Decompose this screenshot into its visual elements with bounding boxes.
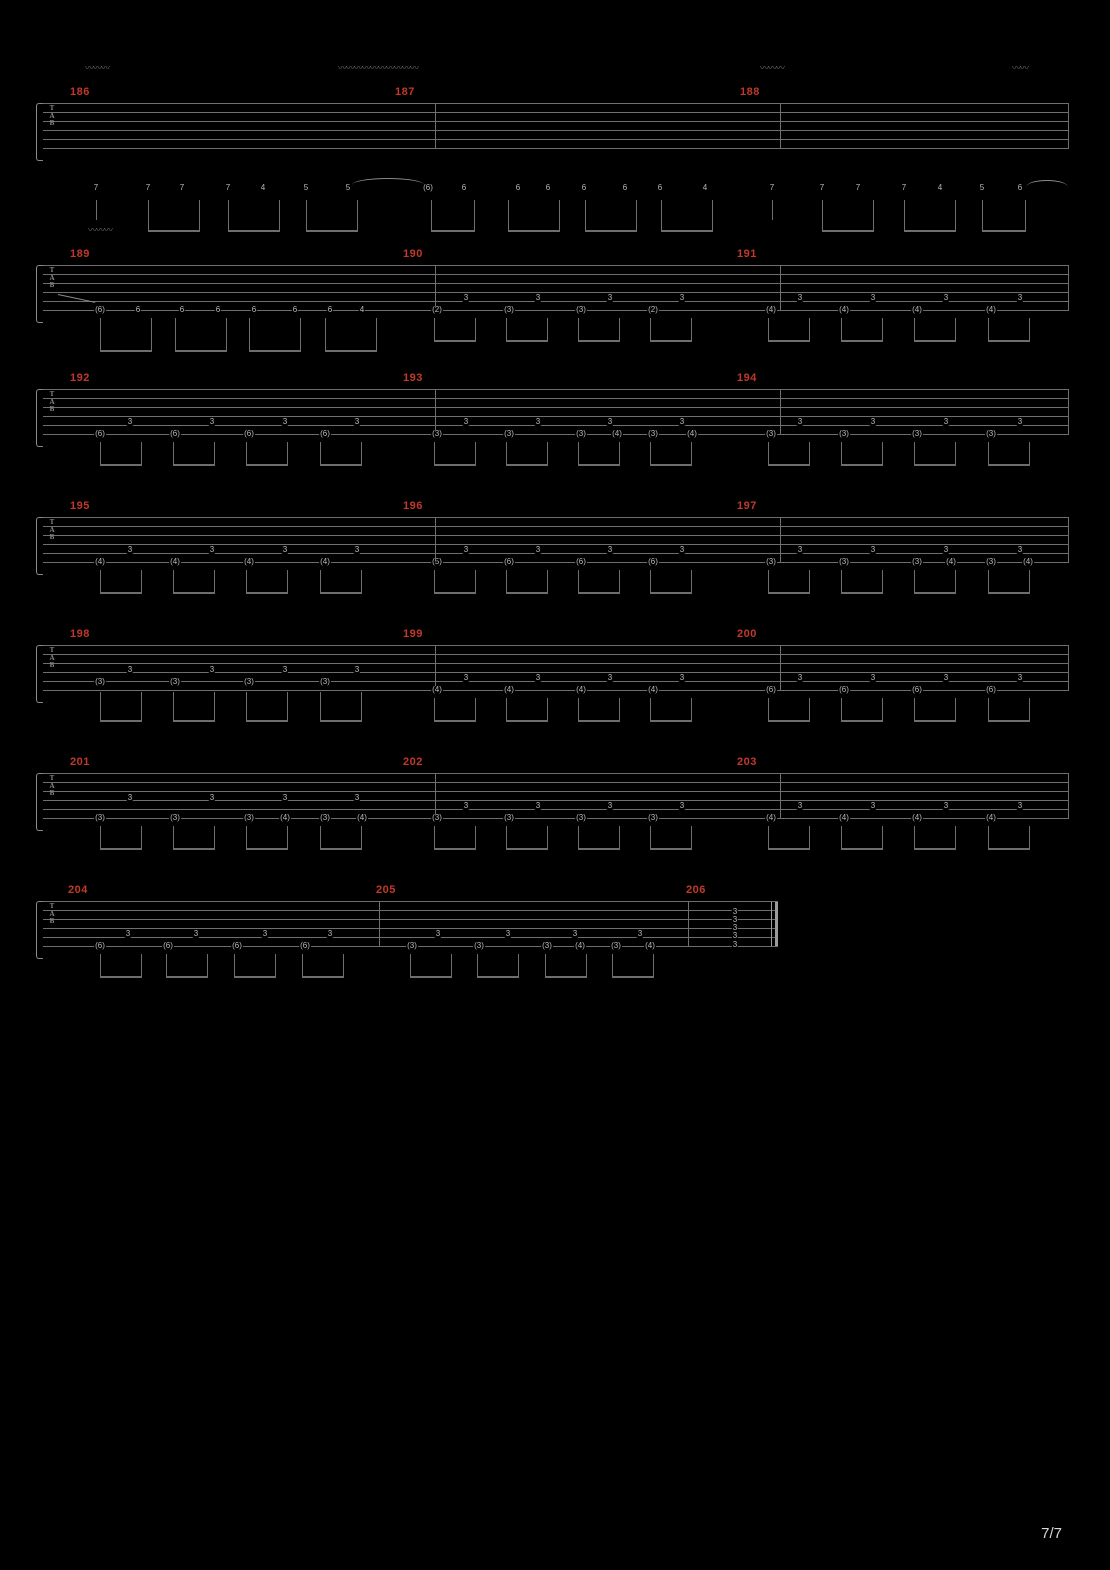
measure-number: 192 xyxy=(70,372,90,384)
fret-note: (3) xyxy=(504,305,514,314)
fret-note: 3 xyxy=(943,673,949,682)
fret-note: (4) xyxy=(357,813,367,822)
fret-note: 3 xyxy=(943,417,949,426)
system-7 xyxy=(0,862,1110,992)
fret-note: (3) xyxy=(170,813,180,822)
fret-note: 6 xyxy=(657,183,663,192)
fret-note: 3 xyxy=(327,929,333,938)
fret-note: (6) xyxy=(648,557,658,566)
tie-arc xyxy=(1026,180,1068,187)
fret-note: (4) xyxy=(687,429,697,438)
fret-note: 6 xyxy=(179,305,185,314)
fret-note: (3) xyxy=(320,677,330,686)
fret-note: (4) xyxy=(766,305,776,314)
fret-note: (6) xyxy=(912,685,922,694)
fret-note: 3 xyxy=(209,793,215,802)
fret-note: (3) xyxy=(648,429,658,438)
fret-note: 3 xyxy=(870,417,876,426)
fret-note: 7 xyxy=(179,183,185,192)
fret-note: 3 xyxy=(282,793,288,802)
page-number: 7/7 xyxy=(1041,1525,1062,1542)
vibrato-marking: 〰〰〰 xyxy=(85,63,110,73)
fret-note: (6) xyxy=(170,429,180,438)
fret-note: (3) xyxy=(839,557,849,566)
fret-note: 6 xyxy=(292,305,298,314)
measure-number: 189 xyxy=(70,248,90,260)
fret-note: (3) xyxy=(432,813,442,822)
fret-note: 3 xyxy=(535,545,541,554)
fret-note: 3 xyxy=(679,417,685,426)
fret-note: 3 xyxy=(1017,801,1023,810)
fret-note: (4) xyxy=(766,813,776,822)
fret-note: 3 xyxy=(607,545,613,554)
fret-note: (3) xyxy=(407,941,417,950)
fret-note: 7 xyxy=(145,183,151,192)
fret-note: 3 xyxy=(282,665,288,674)
fret-note: (3) xyxy=(912,557,922,566)
fret-note: (6) xyxy=(95,941,105,950)
fret-note: 3 xyxy=(679,293,685,302)
measure-number: 194 xyxy=(737,372,757,384)
fret-note: 3 xyxy=(535,673,541,682)
fret-note: 3 xyxy=(607,673,613,682)
fret-note: (6) xyxy=(766,685,776,694)
fret-note: 3 xyxy=(463,801,469,810)
fret-note: 3 xyxy=(354,417,360,426)
fret-note: 3 xyxy=(607,801,613,810)
fret-note: 3 xyxy=(607,417,613,426)
fret-note: (6) xyxy=(163,941,173,950)
fret-note: 3 xyxy=(870,545,876,554)
fret-note: (3) xyxy=(95,813,105,822)
fret-note: (3) xyxy=(912,429,922,438)
fret-note: 3 xyxy=(354,665,360,674)
fret-note: 3 xyxy=(209,417,215,426)
fret-note: (3) xyxy=(320,813,330,822)
fret-note: (4) xyxy=(912,305,922,314)
fret-note: (2) xyxy=(432,305,442,314)
fret-note: 3 xyxy=(354,793,360,802)
fret-note: (3) xyxy=(648,813,658,822)
fret-note: (6) xyxy=(300,941,310,950)
fret-note: 7 xyxy=(93,183,99,192)
measure-number: 186 xyxy=(70,86,90,98)
fret-note: 3 xyxy=(943,801,949,810)
final-chord-note: 3 xyxy=(732,915,738,924)
fret-note: 7 xyxy=(769,183,775,192)
fret-note: 3 xyxy=(870,801,876,810)
system-3 xyxy=(0,350,1110,475)
fret-note: (3) xyxy=(170,677,180,686)
fret-note: (6) xyxy=(232,941,242,950)
tab-clef: T A B xyxy=(49,266,55,289)
fret-note: (3) xyxy=(576,305,586,314)
fret-note: (5) xyxy=(432,557,442,566)
fret-note: (4) xyxy=(645,941,655,950)
fret-note: 3 xyxy=(679,801,685,810)
staff-bracket xyxy=(36,901,43,959)
fret-note: 3 xyxy=(535,293,541,302)
fret-note: 4 xyxy=(260,183,266,192)
fret-note: 3 xyxy=(535,417,541,426)
measure-number: 188 xyxy=(740,86,760,98)
fret-note: 3 xyxy=(125,929,131,938)
fret-note: (3) xyxy=(432,429,442,438)
staff-bracket xyxy=(36,645,43,703)
fret-note: 3 xyxy=(127,793,133,802)
measure-number: 199 xyxy=(403,628,423,640)
final-chord-note: 3 xyxy=(732,940,738,949)
fret-note: 3 xyxy=(679,673,685,682)
fret-note: (4) xyxy=(504,685,514,694)
fret-note: 5 xyxy=(303,183,309,192)
measure-number: 201 xyxy=(70,756,90,768)
measure-number: 200 xyxy=(737,628,757,640)
fret-note: 3 xyxy=(679,545,685,554)
fret-note: 3 xyxy=(797,801,803,810)
measure-number: 187 xyxy=(395,86,415,98)
tab-clef: T A B xyxy=(49,390,55,413)
fret-note: (3) xyxy=(504,813,514,822)
fret-note: 3 xyxy=(797,417,803,426)
tab-clef: T A B xyxy=(49,774,55,797)
fret-note: 7 xyxy=(225,183,231,192)
measure-number: 202 xyxy=(403,756,423,768)
fret-note: 6 xyxy=(545,183,551,192)
fret-note: (4) xyxy=(912,813,922,822)
measure-number: 191 xyxy=(737,248,757,260)
fret-note: (4) xyxy=(320,557,330,566)
fret-note: 3 xyxy=(1017,545,1023,554)
measure-number: 198 xyxy=(70,628,90,640)
fret-note: (6) xyxy=(423,183,433,192)
staff-bracket xyxy=(36,517,43,575)
fret-note: (4) xyxy=(95,557,105,566)
measure-number: 205 xyxy=(376,884,396,896)
fret-note: 3 xyxy=(1017,673,1023,682)
final-barline xyxy=(771,902,772,946)
fret-note: 3 xyxy=(209,545,215,554)
fret-note: 3 xyxy=(463,545,469,554)
final-chord-note: 3 xyxy=(732,931,738,940)
measure-number: 197 xyxy=(737,500,757,512)
fret-note: (4) xyxy=(576,685,586,694)
fret-note: 3 xyxy=(1017,417,1023,426)
fret-note: 6 xyxy=(215,305,221,314)
tab-clef: T A B xyxy=(49,646,55,669)
fret-note: 3 xyxy=(797,545,803,554)
final-chord-note: 3 xyxy=(732,907,738,916)
fret-note: (4) xyxy=(1023,557,1033,566)
measure-number: 195 xyxy=(70,500,90,512)
system-4 xyxy=(0,478,1110,603)
fret-note: 6 xyxy=(622,183,628,192)
vibrato-marking: 〰〰〰〰〰〰〰〰〰〰 xyxy=(338,63,419,73)
fret-note: (3) xyxy=(986,429,996,438)
fret-note: (4) xyxy=(839,305,849,314)
fret-note: 3 xyxy=(637,929,643,938)
fret-note: 3 xyxy=(1017,293,1023,302)
measure-number: 206 xyxy=(686,884,706,896)
fret-note: (4) xyxy=(946,557,956,566)
fret-note: (3) xyxy=(766,429,776,438)
fret-note: 3 xyxy=(282,545,288,554)
fret-note: (3) xyxy=(986,557,996,566)
fret-note: 6 xyxy=(327,305,333,314)
fret-note: 3 xyxy=(607,293,613,302)
fret-note: 3 xyxy=(435,929,441,938)
fret-note: 3 xyxy=(505,929,511,938)
fret-note: (3) xyxy=(542,941,552,950)
fret-note: (6) xyxy=(839,685,849,694)
system-1 xyxy=(0,60,1110,190)
fret-note: 3 xyxy=(943,545,949,554)
fret-note: (4) xyxy=(280,813,290,822)
fret-note: (3) xyxy=(95,677,105,686)
tab-clef: T A B xyxy=(49,518,55,541)
tab-clef: T A B xyxy=(49,902,55,925)
staff-bracket xyxy=(36,103,43,161)
staff-bracket xyxy=(36,265,43,323)
fret-note: 3 xyxy=(463,293,469,302)
fret-note: 5 xyxy=(345,183,351,192)
fret-note: (4) xyxy=(986,813,996,822)
fret-note: (4) xyxy=(575,941,585,950)
fret-note: 3 xyxy=(870,293,876,302)
fret-note: (6) xyxy=(986,685,996,694)
fret-note: (6) xyxy=(320,429,330,438)
fret-note: (3) xyxy=(576,429,586,438)
fret-note: 3 xyxy=(127,417,133,426)
final-chord-note: 3 xyxy=(732,923,738,932)
fret-note: 6 xyxy=(461,183,467,192)
fret-note: 3 xyxy=(463,417,469,426)
fret-note: 3 xyxy=(354,545,360,554)
fret-note: (6) xyxy=(244,429,254,438)
fret-note: 4 xyxy=(702,183,708,192)
measure-number: 190 xyxy=(403,248,423,260)
fret-note: (6) xyxy=(95,429,105,438)
fret-note: 3 xyxy=(282,417,288,426)
fret-note: (4) xyxy=(612,429,622,438)
fret-note: 6 xyxy=(251,305,257,314)
fret-note: 6 xyxy=(135,305,141,314)
fret-note: 6 xyxy=(1017,183,1023,192)
fret-note: (4) xyxy=(648,685,658,694)
fret-note: 3 xyxy=(797,293,803,302)
fret-note: (4) xyxy=(244,557,254,566)
tie-arc xyxy=(352,178,424,185)
measure-number: 203 xyxy=(737,756,757,768)
fret-note: 5 xyxy=(979,183,985,192)
fret-note: 6 xyxy=(515,183,521,192)
fret-note: 3 xyxy=(193,929,199,938)
measure-number: 196 xyxy=(403,500,423,512)
fret-note: 7 xyxy=(819,183,825,192)
fret-note: (3) xyxy=(576,813,586,822)
staff-bracket xyxy=(36,773,43,831)
fret-note: (2) xyxy=(648,305,658,314)
fret-note: 7 xyxy=(901,183,907,192)
fret-note: 3 xyxy=(463,673,469,682)
system-6 xyxy=(0,734,1110,859)
fret-note: 3 xyxy=(262,929,268,938)
fret-note: 3 xyxy=(943,293,949,302)
fret-note: 3 xyxy=(127,665,133,674)
fret-note: (6) xyxy=(504,557,514,566)
fret-note: (4) xyxy=(432,685,442,694)
tab-staff xyxy=(43,103,1069,149)
fret-note: (6) xyxy=(576,557,586,566)
fret-note: (3) xyxy=(244,677,254,686)
fret-note: (3) xyxy=(244,813,254,822)
system-5 xyxy=(0,606,1110,731)
fret-note: 7 xyxy=(855,183,861,192)
vibrato-marking: 〰〰 xyxy=(1012,63,1029,73)
fret-note: 6 xyxy=(581,183,587,192)
fret-note: 3 xyxy=(209,665,215,674)
system-2 xyxy=(0,222,1110,352)
staff-bracket xyxy=(36,389,43,447)
tab-clef: T A B xyxy=(49,104,55,127)
fret-note: 3 xyxy=(572,929,578,938)
fret-note: 3 xyxy=(127,545,133,554)
fret-note: 3 xyxy=(535,801,541,810)
fret-note: (6) xyxy=(95,305,105,314)
fret-note: 4 xyxy=(359,305,365,314)
fret-note: (3) xyxy=(611,941,621,950)
fret-note: 3 xyxy=(797,673,803,682)
fret-note: 4 xyxy=(937,183,943,192)
vibrato-marking: 〰〰〰 xyxy=(760,63,785,73)
fret-note: (3) xyxy=(504,429,514,438)
measure-number: 204 xyxy=(68,884,88,896)
vibrato-marking: 〰〰〰 xyxy=(88,225,113,235)
fret-note: (3) xyxy=(766,557,776,566)
final-barline xyxy=(775,902,778,946)
fret-note: (3) xyxy=(474,941,484,950)
fret-note: 3 xyxy=(870,673,876,682)
fret-note: (4) xyxy=(839,813,849,822)
fret-note: (3) xyxy=(839,429,849,438)
fret-note: (4) xyxy=(986,305,996,314)
fret-note: (4) xyxy=(170,557,180,566)
measure-number: 193 xyxy=(403,372,423,384)
